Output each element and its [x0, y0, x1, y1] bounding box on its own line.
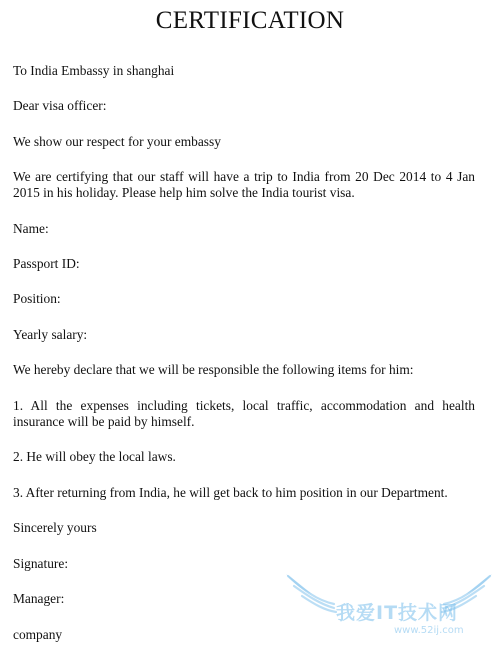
respect-line: We show our respect for your embassy [13, 134, 221, 149]
signature-field: Signature: [13, 556, 69, 571]
declaration-item-3: 3. After returning from India, he will get back to him position in our Department. [13, 485, 448, 500]
passport-field: Passport ID: [13, 256, 80, 271]
company-field: company [13, 627, 63, 642]
document-title: CERTIFICATION [155, 7, 345, 34]
recipient-line: To India Embassy in shanghai [13, 63, 175, 78]
declaration-intro: We hereby declare that we will be responsible the following items for him: [13, 362, 414, 377]
salutation-line: Dear visa officer: [13, 98, 107, 113]
name-field: Name: [13, 221, 49, 236]
manager-field: Manager: [13, 591, 65, 606]
closing-line: Sincerely yours [13, 520, 97, 535]
declaration-item-1: 1. All the expenses including tickets, local traffic, accommodation and health insurance will be paid by himself. [13, 398, 475, 429]
declaration-item-2: 2. He will obey the local laws. [13, 449, 176, 464]
salary-field: Yearly salary: [13, 327, 88, 342]
watermark-url: www.52ij.com [394, 625, 464, 636]
certify-paragraph: We are certifying that our staff will have a trip to India from 20 Dec 2014 to 4 Jan 2015 in his holiday. Please help him solve the India tourist visa. [13, 169, 475, 200]
site-watermark [282, 570, 497, 642]
watermark-text: 我爱IT技术网 [336, 602, 459, 624]
position-field: Position: [13, 291, 61, 306]
